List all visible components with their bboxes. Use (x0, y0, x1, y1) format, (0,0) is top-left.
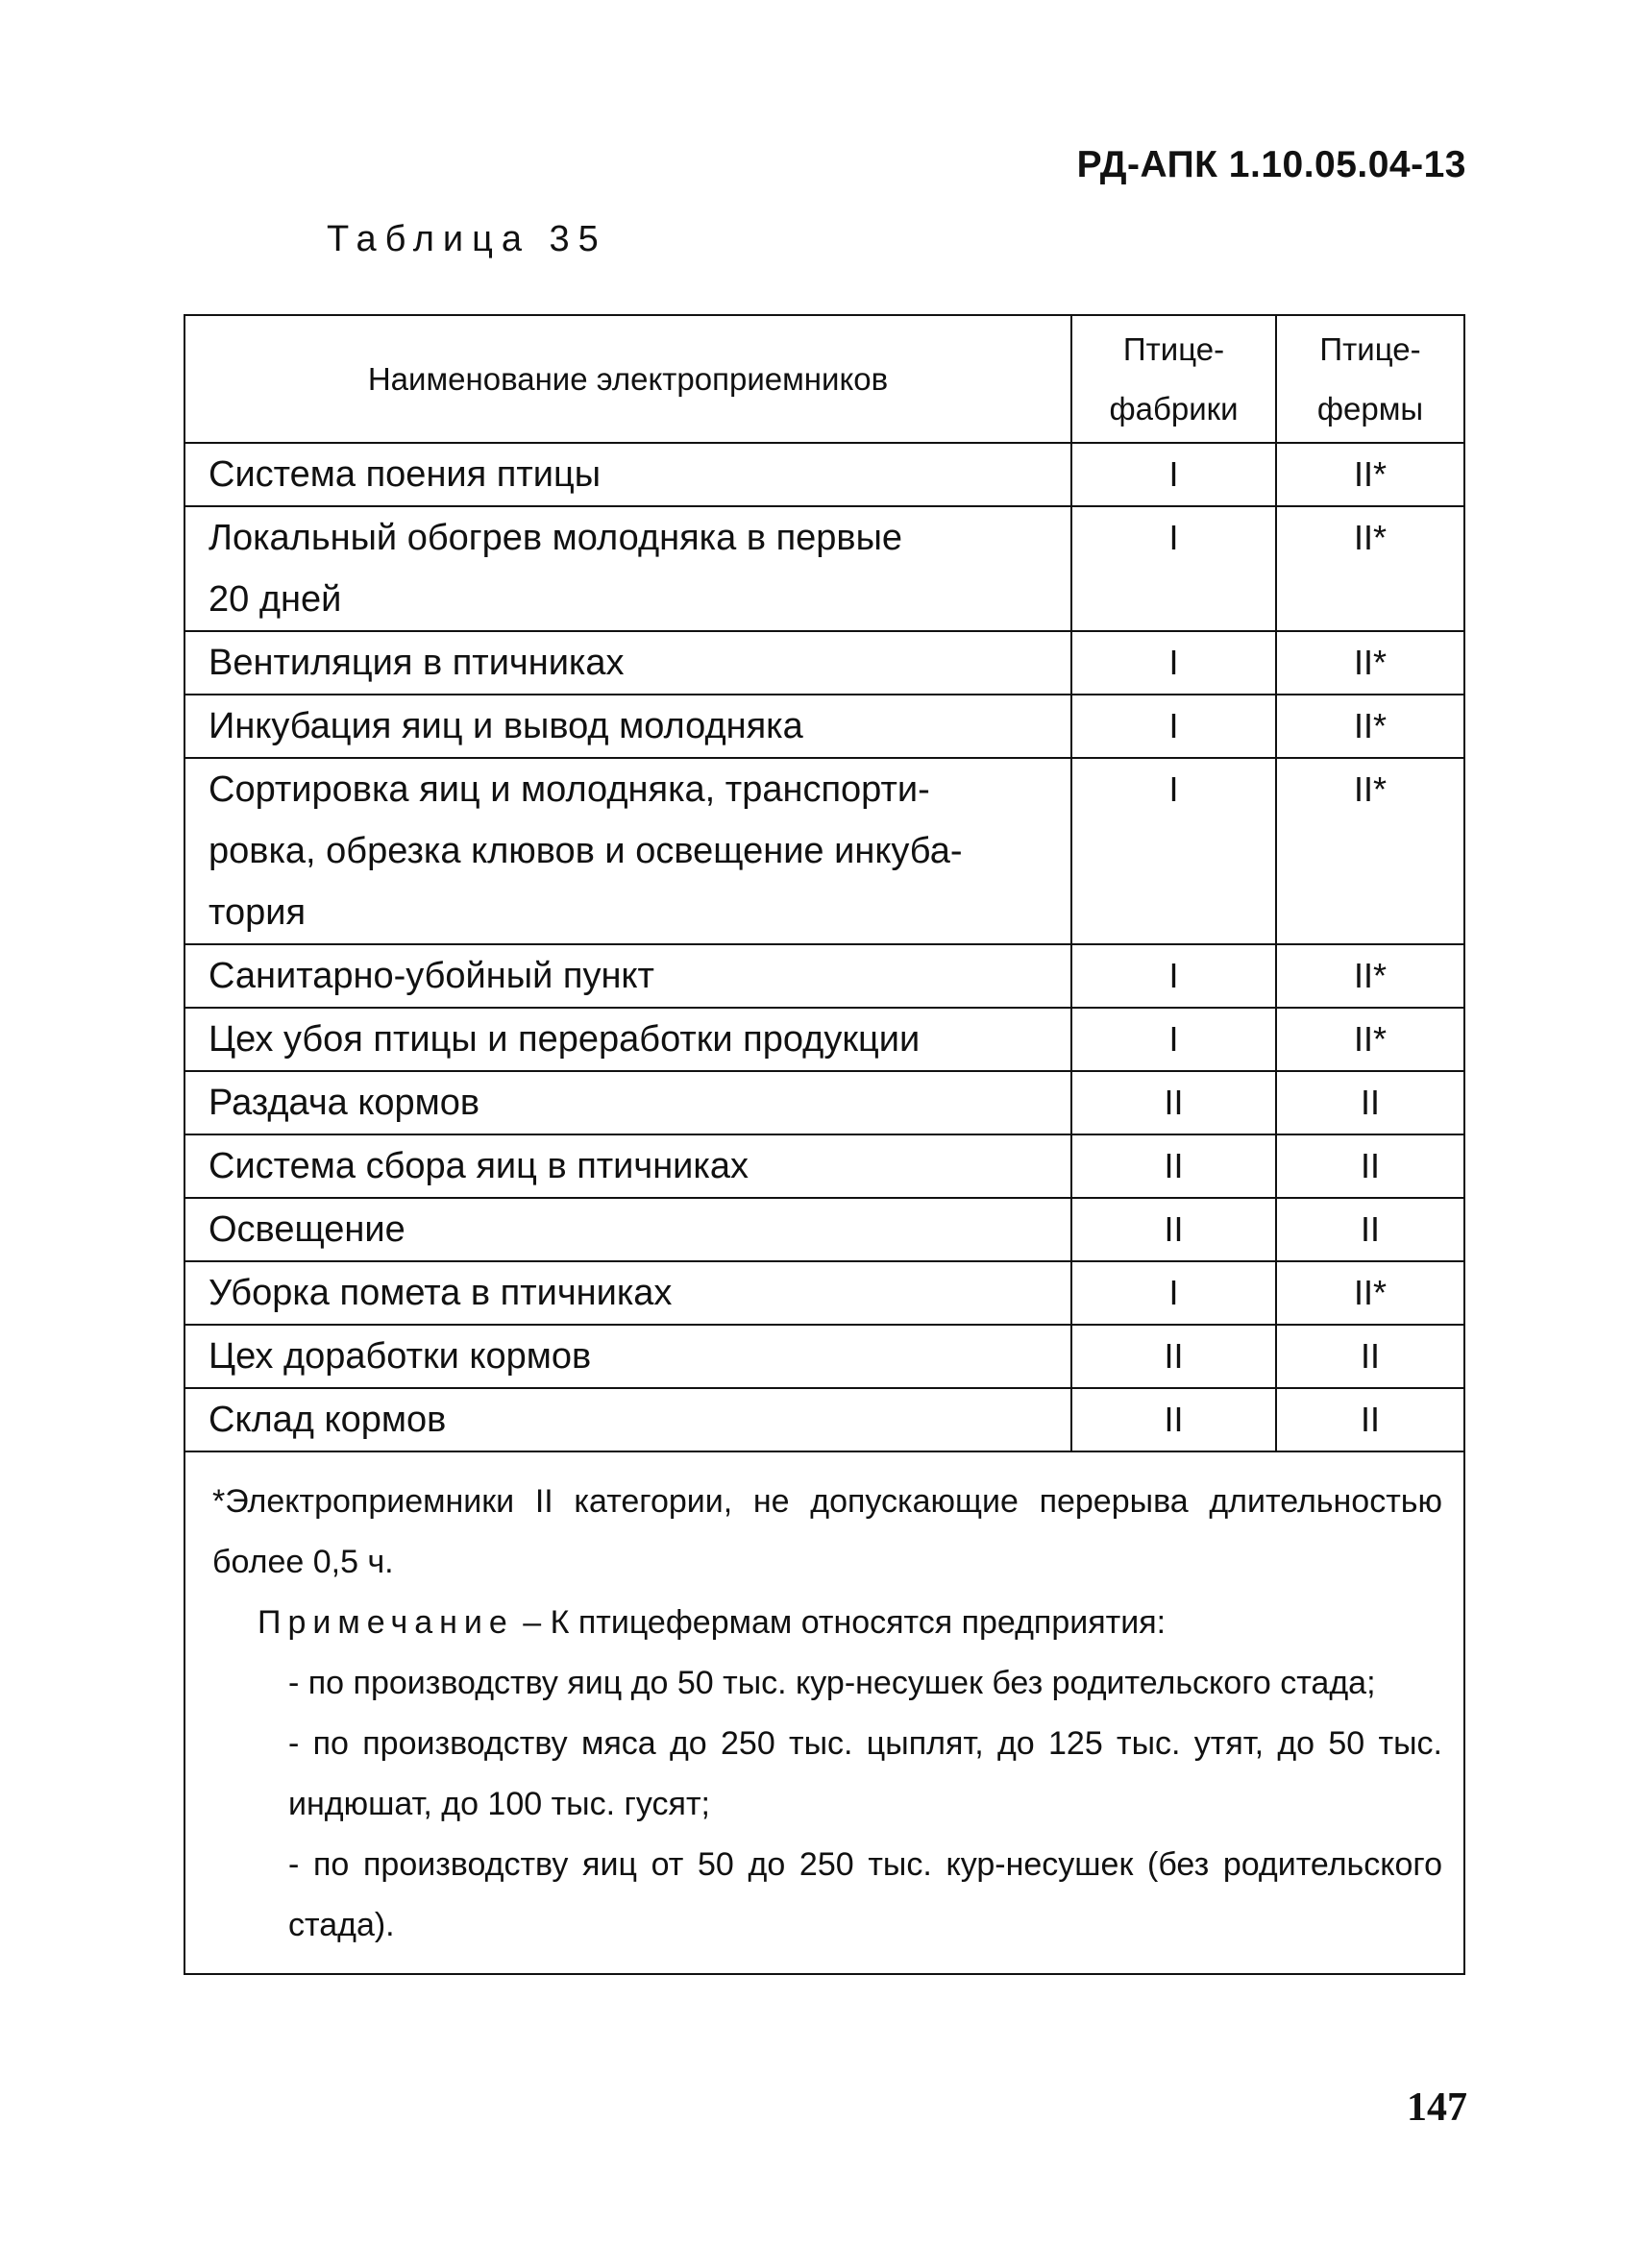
category-factories-cell: I (1071, 758, 1276, 944)
table-row (184, 944, 1464, 1008)
table-row (184, 443, 1464, 506)
notes-cell (184, 1451, 1464, 1974)
table-row (184, 1008, 1464, 1071)
note-intro: – К птицефермам относятся предприятия: (513, 1604, 1167, 1641)
table-body (184, 443, 1464, 1451)
document-code: РД-АПК 1.10.05.04-13 (1076, 144, 1466, 185)
row-name-cell: Вентиляция в птичниках (184, 631, 1071, 695)
row-name-cell: Раздача кормов (184, 1071, 1071, 1134)
category-factories-cell: I (1071, 506, 1276, 631)
note-item: - по производству мяса до 250 тыс. цыплят, до 125 тыс. утят, до 50 тыс. индюшат, до 100 тыс. гусят; (288, 1725, 1442, 1822)
row-name-cell: Система сбора яиц в птичниках (184, 1134, 1071, 1198)
row-name-cell: Склад кормов (184, 1388, 1071, 1451)
category-farms-cell: II* (1276, 443, 1464, 506)
page-number: 147 (1407, 2085, 1467, 2130)
column-header-name: Наименование электроприемников (184, 315, 1071, 443)
table-row (184, 1388, 1464, 1451)
table-row (184, 506, 1464, 631)
category-farms-cell: II (1276, 1198, 1464, 1261)
column-header-poultry-farms: Птице- фермы (1276, 315, 1464, 443)
category-farms-cell: II* (1276, 1261, 1464, 1325)
note-label: Примечание (258, 1604, 514, 1641)
category-factories-cell: II (1071, 1071, 1276, 1134)
row-name-cell: Освещение (184, 1198, 1071, 1261)
electroreceivers-table (184, 314, 1465, 1975)
category-farms-cell: II (1276, 1134, 1464, 1198)
category-factories-cell: I (1071, 1261, 1276, 1325)
category-farms-cell: II (1276, 1388, 1464, 1451)
note-item: - по производству яиц до 50 тыс. кур-несушек без родительского стада; (288, 1665, 1376, 1701)
row-name-cell: Санитарно-убойный пункт (184, 944, 1071, 1008)
category-farms-cell: II* (1276, 1008, 1464, 1071)
row-name-cell: Локальный обогрев молодняка в первые 20 дней (184, 506, 1071, 631)
table-row (184, 695, 1464, 758)
category-farms-cell: II (1276, 1325, 1464, 1388)
category-farms-cell: II* (1276, 944, 1464, 1008)
column-header-poultry-factories: Птице- фабрики (1071, 315, 1276, 443)
category-farms-cell: II* (1276, 631, 1464, 695)
category-farms-cell: II* (1276, 506, 1464, 631)
category-factories-cell: I (1071, 944, 1276, 1008)
table-row (184, 1134, 1464, 1198)
category-factories-cell: II (1071, 1198, 1276, 1261)
category-farms-cell: II* (1276, 758, 1464, 944)
footnote-text: *Электроприемники II категории, не допускающие перерыва длительностью более 0,5 ч. (212, 1483, 1442, 1580)
table-row (184, 1325, 1464, 1388)
note-item: - по производству яиц от 50 до 250 тыс. кур-несушек (без родительского стада). (288, 1846, 1442, 1943)
table-row (184, 1071, 1464, 1134)
table-row (184, 758, 1464, 944)
table-row (184, 1198, 1464, 1261)
table-row (184, 631, 1464, 695)
table-caption: Таблица 35 (327, 219, 607, 259)
category-factories-cell: I (1071, 631, 1276, 695)
note-heading (212, 1593, 1442, 1653)
table-row (184, 1261, 1464, 1325)
category-factories-cell: II (1071, 1325, 1276, 1388)
category-farms-cell: II* (1276, 695, 1464, 758)
category-factories-cell: I (1071, 695, 1276, 758)
table-header-row (184, 315, 1464, 443)
category-factories-cell: II (1071, 1388, 1276, 1451)
category-factories-cell: II (1071, 1134, 1276, 1198)
row-name-cell: Сортировка яиц и молодняка, транспорти- ровка, обрезка клювов и освещение инкуба- тория (184, 758, 1071, 944)
row-name-cell: Цех убоя птицы и переработки продукции (184, 1008, 1071, 1071)
category-factories-cell: I (1071, 443, 1276, 506)
row-name-cell: Инкубация яиц и вывод молодняка (184, 695, 1071, 758)
notes-row (184, 1451, 1464, 1974)
row-name-cell: Цех доработки кормов (184, 1325, 1071, 1388)
category-farms-cell: II (1276, 1071, 1464, 1134)
category-factories-cell: I (1071, 1008, 1276, 1071)
row-name-cell: Система поения птицы (184, 443, 1071, 506)
row-name-cell: Уборка помета в птичниках (184, 1261, 1071, 1325)
